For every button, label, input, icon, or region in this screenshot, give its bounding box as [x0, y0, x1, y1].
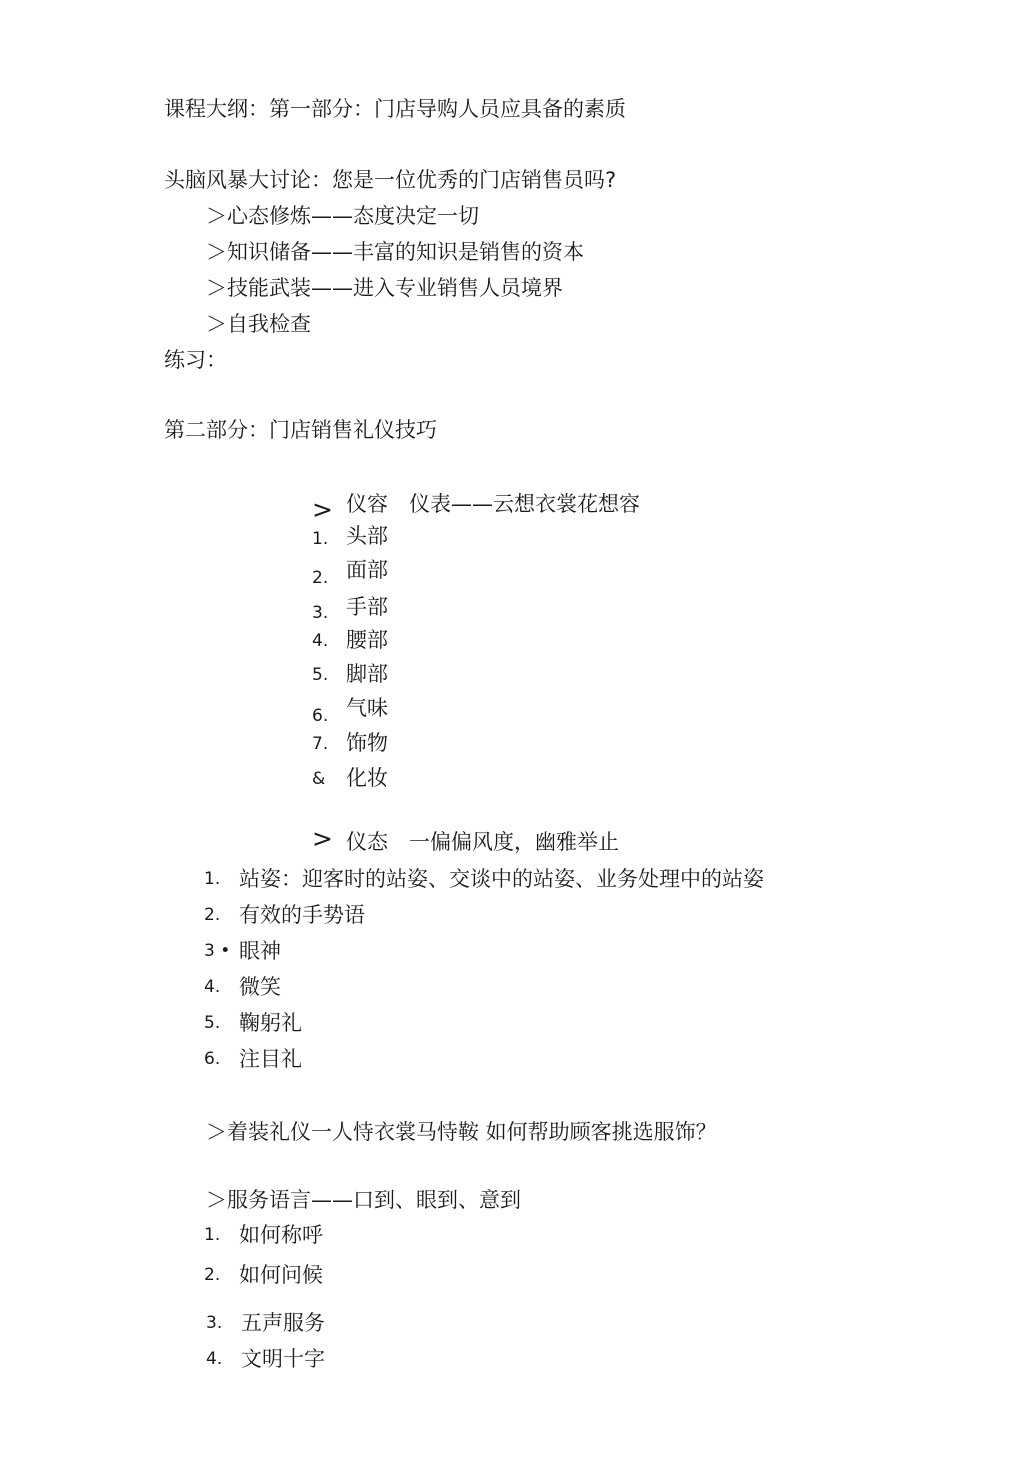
list-item: 饰物 — [346, 731, 388, 755]
list-item: 站姿：迎客时的站姿、交谈中的站姿、业务处理中的站姿 — [239, 867, 764, 891]
list-item: 如何称呼 — [239, 1223, 323, 1247]
list-marker: 5. — [204, 1013, 221, 1033]
list-marker: 1. — [204, 1225, 221, 1245]
list-item: 鞠躬礼 — [239, 1011, 302, 1035]
list-item: 头部 — [346, 524, 388, 548]
part1-item: ＞自我检查 — [206, 312, 311, 336]
appearance-heading: 仪容 仪表——云想衣裳花想容 — [346, 492, 640, 516]
list-marker: 1. — [204, 869, 221, 889]
bullet-arrow: > — [312, 824, 333, 853]
list-marker: 6. — [312, 706, 329, 726]
list-item: 化妆 — [346, 766, 388, 790]
list-marker: 2. — [204, 1265, 221, 1285]
list-item: 文明十字 — [241, 1347, 325, 1371]
service-language-heading: ＞服务语言——口到、眼到、意到 — [206, 1188, 521, 1212]
list-marker: 4. — [204, 977, 221, 997]
list-marker: 2. — [204, 905, 221, 925]
part1-item: ＞技能武装——进入专业销售人员境界 — [206, 276, 563, 300]
list-marker: 1. — [312, 529, 329, 549]
demeanor-heading: 仪态 一偏偏风度，幽雅举止 — [346, 830, 619, 854]
list-item: 腰部 — [346, 628, 388, 652]
list-item: 面部 — [346, 558, 388, 582]
list-item: 眼神 — [239, 939, 281, 963]
list-marker: 3 • — [204, 941, 231, 961]
list-marker: 4. — [206, 1349, 223, 1369]
part1-item: ＞知识储备——丰富的知识是销售的资本 — [206, 240, 584, 264]
part1-item: ＞心态修炼——态度决定一切 — [206, 204, 479, 228]
list-marker: 3. — [312, 603, 329, 623]
list-item: 手部 — [346, 595, 388, 619]
list-item: 脚部 — [346, 662, 388, 686]
list-item: 五声服务 — [241, 1311, 325, 1335]
list-item: 如何问候 — [239, 1263, 323, 1287]
list-marker: 6. — [204, 1049, 221, 1069]
list-item: 有效的手势语 — [239, 903, 365, 927]
list-item: 气味 — [346, 696, 388, 720]
list-marker: 4. — [312, 631, 329, 651]
practice-label: 练习： — [164, 348, 227, 372]
dress-etiquette-line: ＞着装礼仪一人恃衣裳马恃鞍 如何帮助顾客挑选服饰？ — [206, 1120, 717, 1144]
list-marker: 5. — [312, 665, 329, 685]
list-item: 微笑 — [239, 975, 281, 999]
list-item: 注目礼 — [239, 1047, 302, 1071]
list-marker: 7. — [312, 734, 329, 754]
list-marker: 3. — [206, 1313, 223, 1333]
bullet-arrow: > — [312, 495, 333, 524]
list-marker: 2. — [312, 568, 329, 588]
brainstorm-heading: 头脑风暴大讨论：您是一位优秀的门店销售员吗? — [164, 168, 617, 192]
list-marker: & — [312, 769, 326, 789]
outline-title: 课程大纲：第一部分：门店导购人员应具备的素质 — [164, 97, 626, 121]
part2-title: 第二部分：门店销售礼仪技巧 — [164, 418, 437, 442]
